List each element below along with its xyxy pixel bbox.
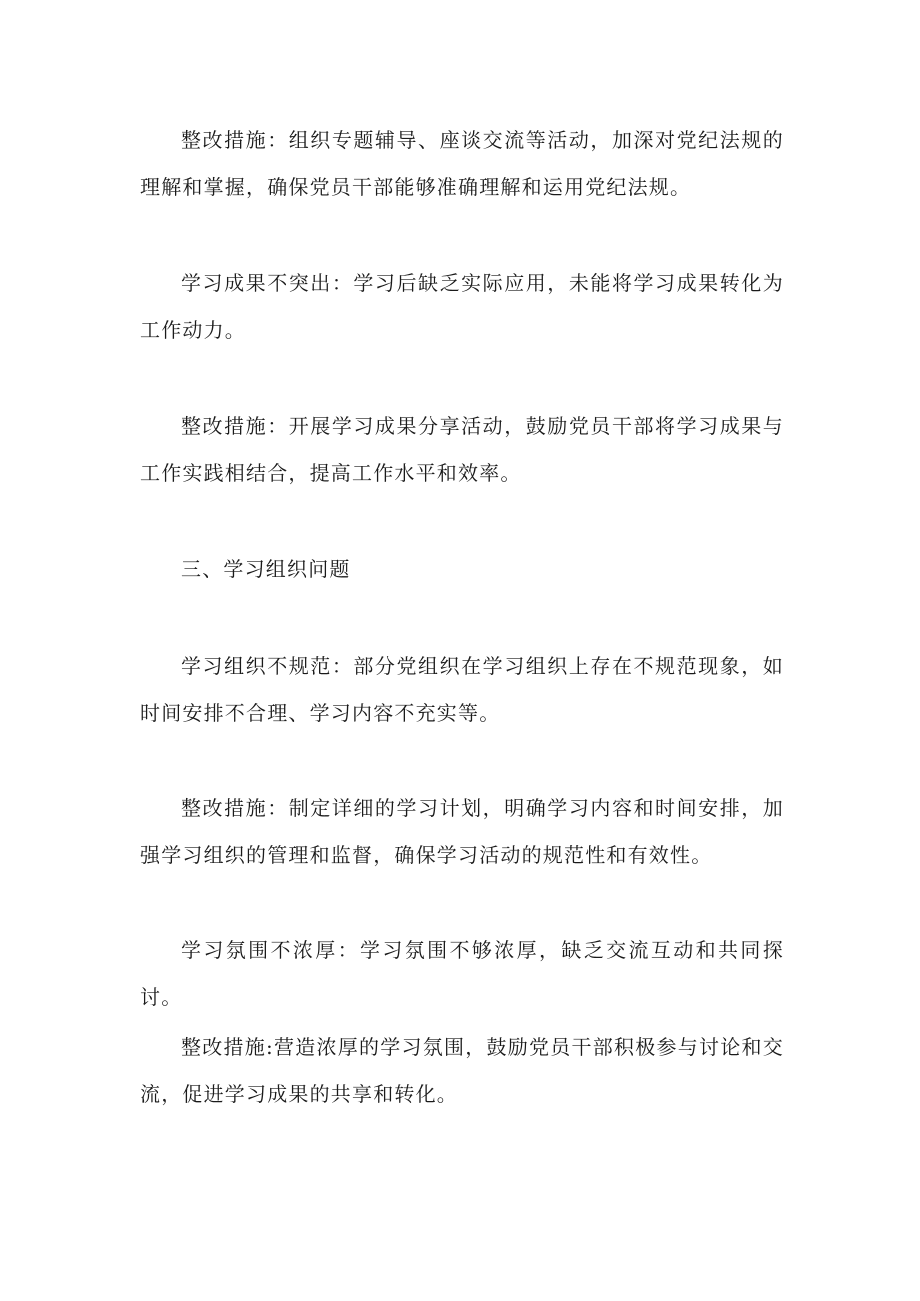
paragraph-organization-issue: 学习组织不规范：部分党组织在学习组织上存在不规范现象，如时间安排不合理、学习内容不充实等。 (140, 654, 784, 725)
paragraph-rectification-sharing: 整改措施：开展学习成果分享活动，鼓励党员干部将学习成果与工作实践相结合，提高工作水平和效率。 (140, 414, 784, 485)
paragraph-rectification-guidance: 整改措施：组织专题辅导、座谈交流等活动，加深对党纪法规的理解和掌握，确保党员干部能够准确理解和运用党纪法规。 (140, 128, 784, 199)
section-heading-learning-organization: 三、学习组织问题 (181, 557, 351, 581)
paragraph-rectification-atmosphere: 整改措施:营造浓厚的学习氛围，鼓励党员干部积极参与讨论和交流，促进学习成果的共享和转化。 (140, 1035, 784, 1106)
paragraph-atmosphere-issue: 学习氛围不浓厚：学习氛围不够浓厚，缺乏交流互动和共同探讨。 (140, 938, 784, 1009)
paragraph-rectification-plan: 整改措施：制定详细的学习计划，明确学习内容和时间安排，加强学习组织的管理和监督，确保学习活动的规范性和有效性。 (140, 796, 784, 867)
paragraph-learning-results-issue: 学习成果不突出：学习后缺乏实际应用，未能将学习成果转化为工作动力。 (140, 271, 784, 342)
